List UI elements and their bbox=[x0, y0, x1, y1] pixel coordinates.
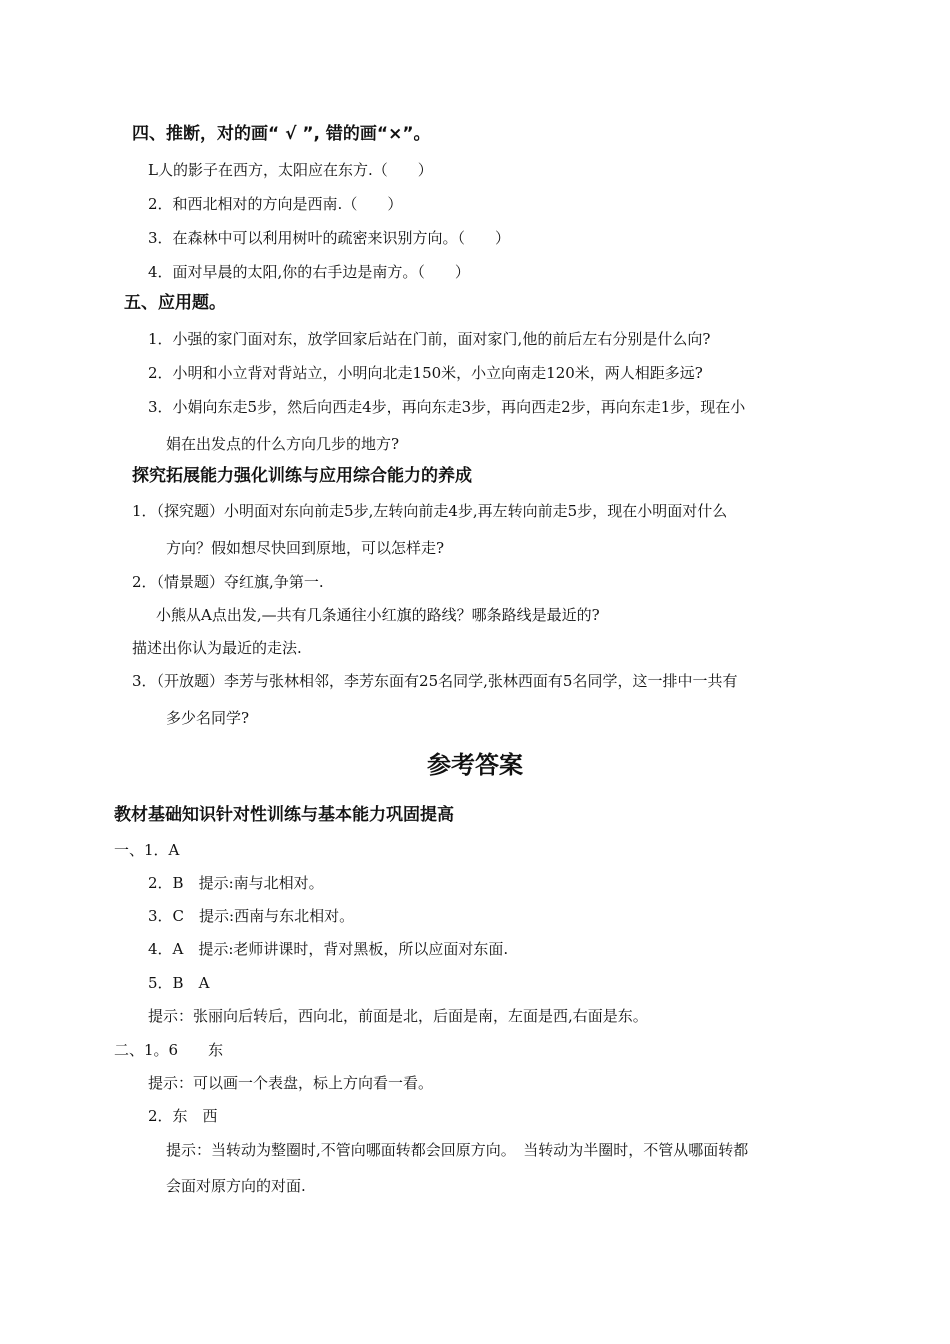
answer-line: 2．B 提示:南与北相对。 bbox=[148, 874, 324, 892]
explore-heading: 探究拓展能力强化训练与应用综合能力的养成 bbox=[132, 466, 472, 486]
explore-line: 3．（开放题）李芳与张林相邻，李芳东面有25名同学,张林西面有5名同学，这一排中一共有 bbox=[132, 672, 738, 690]
answer-line: 4．A 提示:老师讲课时，背对黑板，所以应面对东面. bbox=[148, 940, 509, 958]
answers-subheading: 教材基础知识针对性训练与基本能力巩固提高 bbox=[114, 805, 454, 825]
explore-line: 方向？假如想尽快回到原地，可以怎样走? bbox=[166, 539, 445, 557]
section-5-item: 1．小强的家门面对东，放学回家后站在门前，面对家门,他的前后左右分别是什么向? bbox=[148, 330, 711, 348]
answer-line: 5．B A bbox=[148, 974, 210, 992]
answer-line: 2．东 西 bbox=[148, 1107, 218, 1125]
answer-line: 提示：当转动为整圈时,不管向哪面转都会回原方向。 当转动为半圈时，不管从哪面转都 bbox=[166, 1141, 749, 1159]
section-4-item: L人的影子在西方，太阳应在东方.（ ） bbox=[148, 161, 433, 179]
section-5-item: 2．小明和小立背对背站立，小明向北走150米，小立向南走120米，两人相距多远? bbox=[148, 364, 703, 382]
section-5-heading: 五、应用题。 bbox=[124, 293, 226, 313]
section-4-item: 3．在森林中可以利用树叶的疏密来识别方向。（ ） bbox=[148, 229, 511, 247]
answers-title: 参考答案 bbox=[427, 751, 523, 779]
section-4-heading: 四、推断，对的画“ √ ”, 错的画“×”。 bbox=[132, 124, 431, 144]
explore-line: 2．（情景题）夺红旗,争第一. bbox=[132, 573, 324, 591]
answer-line: 3．C 提示:西南与东北相对。 bbox=[148, 907, 355, 925]
section-5-item: 娟在出发点的什么方向几步的地方? bbox=[166, 435, 400, 453]
explore-line: 1．（探究题）小明面对东向前走5步,左转向前走4步,再左转向前走5步，现在小明面对什么 bbox=[132, 502, 728, 520]
explore-line: 描述出你认为最近的走法. bbox=[132, 639, 302, 657]
answer-line: 提示：张丽向后转后，西向北，前面是北，后面是南，左面是西,右面是东。 bbox=[148, 1007, 648, 1025]
section-4-item: 2．和西北相对的方向是西南.（ ） bbox=[148, 195, 403, 213]
section-5-item: 3．小娟向东走5步，然后向西走4步，再向东走3步，再向西走2步，再向东走1步，现在小 bbox=[148, 398, 746, 416]
answer-line: 二、1。6 东 bbox=[114, 1041, 224, 1059]
section-4-item: 4．面对早晨的太阳,你的右手边是南方。（ ） bbox=[148, 263, 470, 281]
explore-line: 多少名同学? bbox=[166, 709, 250, 727]
answer-line: 会面对原方向的对面. bbox=[166, 1177, 306, 1195]
answer-line: 提示：可以画一个表盘，标上方向看一看。 bbox=[148, 1074, 434, 1092]
answer-line: 一、1．A bbox=[114, 841, 180, 859]
explore-line: 小熊从A点出发,—共有几条通往小红旗的路线？哪条路线是最近的? bbox=[156, 606, 600, 624]
